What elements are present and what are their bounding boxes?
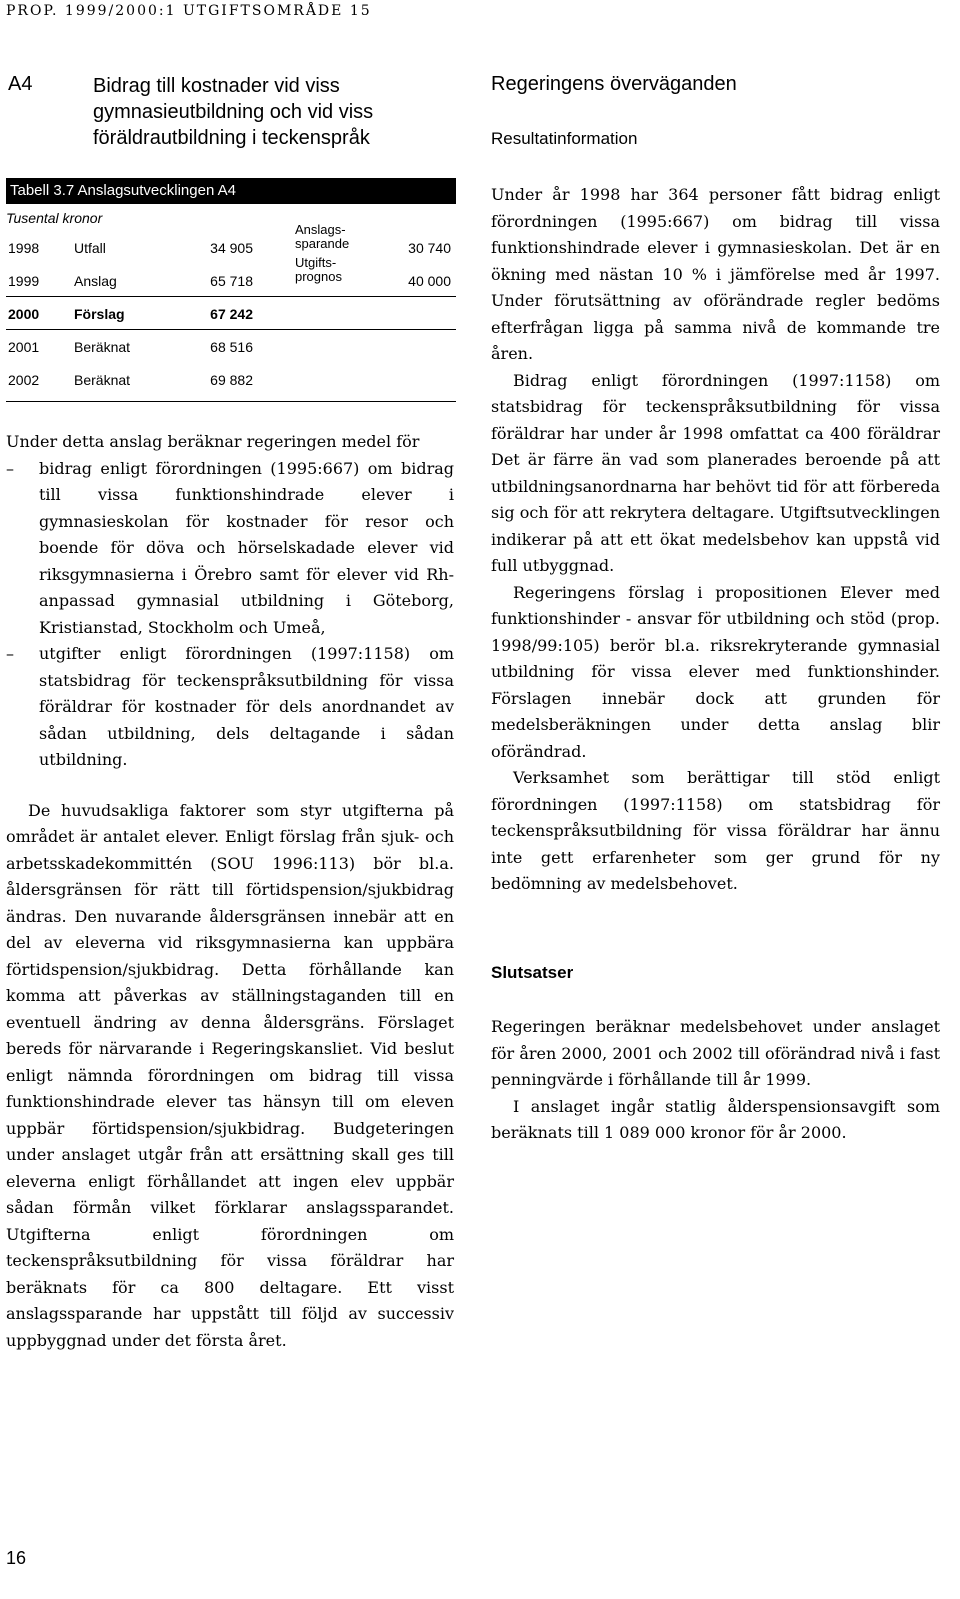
side-value-prognos: 40 000 xyxy=(408,273,451,289)
row-label: Utfall xyxy=(74,240,106,256)
side-label-prognos: Utgifts- prognos xyxy=(295,255,342,284)
row-year: 2002 xyxy=(8,372,40,388)
conclusion-heading: Slutsatser xyxy=(491,963,574,982)
row-value: 68 516 xyxy=(210,339,253,355)
section-heading: Regeringens överväganden xyxy=(491,73,737,95)
table-row xyxy=(6,362,456,395)
running-header: PROP. 1999/2000:1 UTGIFTSOMRÅDE 15 xyxy=(6,3,372,19)
body-paragraph: I anslaget ingår statlig ålderspensionsavgift som beräknats till 1 089 000 kronor för år 2000. xyxy=(491,1096,940,1142)
section-code: A4 xyxy=(8,73,33,95)
body-paragraph: Under år 1998 har 364 personer fått bidrag enligt förordningen (1995:667) om bidrag till vissa funktionshindrade elever i gymnasieskolan. Det är en ökning med nästan 10 % i jämförelse med år 1997. Under förutsättning av oförändrade regler bedöms efterfrågan ligga på samma nivå de kommande tre åren. xyxy=(491,185,940,363)
section-title: Bidrag till kostnader vid viss gymnasieutbildning och vid viss föräldrautbildning i teckenspråk xyxy=(93,75,374,149)
row-label: Anslag xyxy=(74,273,117,289)
row-label: Beräknat xyxy=(74,372,131,388)
left-column-text xyxy=(6,429,454,1354)
body-paragraph: Regeringens förslag i propositionen Elever med funktionshinder - ansvar för utbildning och stöd (prop. 1998/99:105) berör bl.a. riksrekryterande gymnasial utbildning för vissa elever med funktionshinder. Förslagen innebär dock att grunden för medelsberäkningen under detta anslag blir oförändrad. xyxy=(491,582,940,761)
page-number: 16 xyxy=(6,1548,27,1568)
list-item-text: utgifter enligt förordningen (1997:1158) om statsbidrag för teckenspråksutbildning för vissa föräldrar för kostnader för dels anordnandet av sådan utbildning, dels deltagande i sådan utbildning. xyxy=(39,644,454,769)
dash-bullet: – xyxy=(6,458,14,478)
budget-table xyxy=(6,178,456,395)
conclusion-text xyxy=(491,1014,940,1147)
intro-text: Under detta anslag beräknar regeringen medel för xyxy=(6,432,420,451)
table-row xyxy=(6,296,456,329)
row-year: 1998 xyxy=(8,240,40,256)
row-value: 65 718 xyxy=(210,273,253,289)
table-row xyxy=(6,263,456,296)
side-label-sparande: Anslags- sparande xyxy=(295,222,350,251)
row-value: 34 905 xyxy=(210,240,253,256)
table-caption: Tabell 3.7 Anslagsutvecklingen A4 xyxy=(6,178,456,204)
body-paragraph: Verksamhet som berättigar till stöd enligt förordningen (1997:1158) om statsbidrag för teckenspråksutbildning för vissa föräldrar har ännu inte gett erfarenheter som ger grund för ny bedömning av medelsbehovet. xyxy=(491,768,940,893)
right-column-text xyxy=(491,182,940,898)
side-value-sparande: 30 740 xyxy=(408,240,451,256)
body-paragraph: De huvudsakliga faktorer som styr utgifterna på området är antalet elever. Enligt förslag från sjuk- och arbetsskadekommittén (SOU 1996:113) bör bl.a. åldersgränsen för rätt till förtidspension/sjukbidrag ändras. Den nuvarande åldersgränsen innebär att en del av eleverna vid riksgymnasierna kan uppbära förtidspension/sjukbidrag. Detta förhållande kan komma att påverkas av ställningstaganden till en eventuell ändring av denna åldersgräns. Förslaget bereds för närvarande i Regeringskansliet. Vid beslut enligt nämnda förordningen om bidrag till vissa funktionshindrade elever tas hänsyn till om eleven uppbär förtidspension/sjukbidrag. Budgeteringen under anslaget utgår från att ersättning skall ges till eleverna enligt förhållandet att ingen elev uppbär sådan förmån vilket förklarar anslagssparandet. Utgifterna enligt förordningen om teckenspråksutbildning för vissa föräldrar har beräknats för ca 800 deltagare. Ett visst anslagssparande har uppstått till följd av successiv uppbyggnad under det första året. xyxy=(6,800,454,1350)
row-value: 67 242 xyxy=(210,306,253,322)
dash-bullet: – xyxy=(6,644,14,663)
list-item xyxy=(6,641,454,774)
row-label: Beräknat xyxy=(74,339,131,355)
table-bottom-rule xyxy=(6,401,456,402)
body-paragraph: Bidrag enligt förordningen (1997:1158) om statsbidrag för teckenspråksutbildning för vissa föräldrar har under år 1998 omfattat ca 400 föräldrar Det är färre än vad som planerades beroende på att utbildningsanordnarna har behövt tid för att förbereda sig och för att rekrytera deltagare. Utgiftsutvecklingen indikerar på att ett ökat medelsbehov kan uppstå vid full utbyggnad. xyxy=(491,370,940,575)
row-year: 2001 xyxy=(8,339,40,355)
table-unit: Tusental kronor xyxy=(6,210,103,226)
table-row xyxy=(6,230,456,263)
list-item-text: bidrag enligt förordningen (1995:667) om bidrag till vissa funktionshindrade elever i gymnasieskolan för kostnader för resor och boende för döva och hörselskadade elever vid riksgymnasierna i Örebro samt för elever vid Rh-anpassad gymnasial utbildning i Göteborg, Kristianstad, Stockholm och Umeå, xyxy=(39,458,454,637)
row-year: 2000 xyxy=(8,306,40,322)
row-label: Förslag xyxy=(74,306,125,322)
row-year: 1999 xyxy=(8,273,40,289)
list-item xyxy=(6,456,454,642)
row-value: 69 882 xyxy=(210,372,253,388)
body-paragraph: Regeringen beräknar medelsbehovet under anslaget för åren 2000, 2001 och 2002 till oförändrad nivå i fast penningvärde i förhållande till år 1999. xyxy=(491,1017,940,1089)
table-row xyxy=(6,329,456,362)
subheading: Resultatinformation xyxy=(491,129,638,148)
